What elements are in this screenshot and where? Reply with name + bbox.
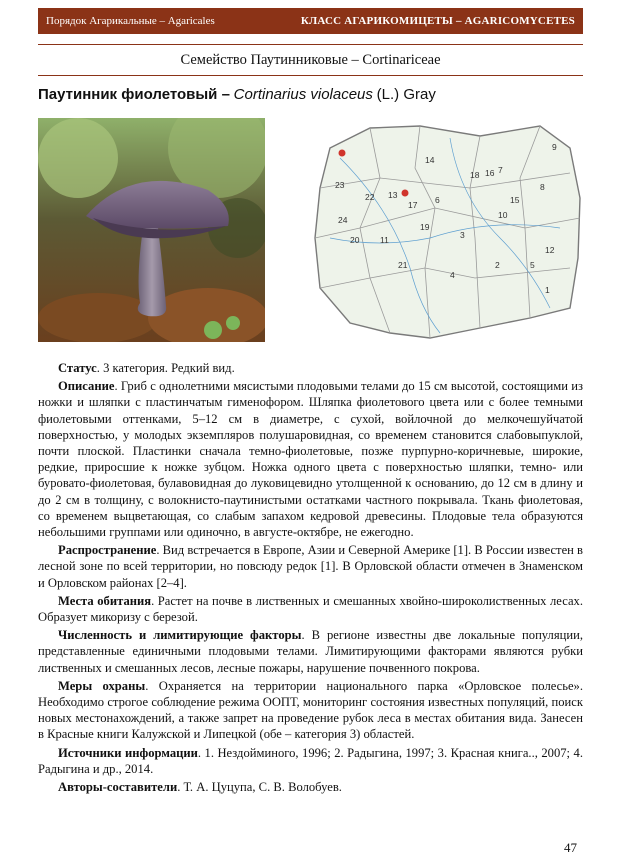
map-label-22: 22 [365,192,375,202]
map-label-18: 18 [470,170,480,180]
map-label-4: 4 [450,270,455,280]
habitat-text: . Растет на почве в лиственных и смешанных хвойно-широколиственных лесах. Образует микоризу с березой. [38,593,583,625]
family-title: Семейство Паутинниковые – Cortinariceae [38,44,583,76]
map-label-23: 23 [335,180,345,190]
map-label-13: 13 [388,190,398,200]
map-label-19: 19 [420,222,430,232]
numbers-label: Численность и лимитирующие факторы [58,628,302,643]
map-label-14: 14 [425,155,435,165]
map-label-15: 15 [510,195,520,205]
region-map [300,118,586,346]
authors-label: Авторы-составители [58,780,178,795]
numbers-paragraph [38,627,583,676]
map-label-20: 20 [350,235,360,245]
status-text: . 3 категория. Редкий вид. [96,361,235,375]
description-paragraph [38,378,583,540]
map-label-10: 10 [498,210,508,220]
map-label-21: 21 [398,260,408,270]
map-label-11: 11 [380,235,389,245]
map-label-7: 7 [498,165,503,175]
header-left: Порядок Агарикальные – Agaricales [46,15,215,27]
sources-label: Источники информации [58,745,198,760]
running-header [38,8,583,34]
habitat-label: Места обитания [58,593,152,608]
species-name-latin: Cortinarius violaceus [233,86,373,103]
map-label-24: 24 [338,215,348,225]
protection-paragraph [38,678,583,743]
map-label-1: 1 [545,285,550,295]
map-label-16: 16 [485,168,495,178]
species-title [38,86,583,104]
species-description [38,360,583,797]
status-paragraph [38,360,583,376]
distribution-label: Распространение [58,543,157,558]
sources-text: . 1. Нездойминого, 1996; 2. Радыгина, 1997; 3. Красная книга.., 2007; 4. Радыгина и др., 2014. [38,745,583,776]
map-label-12: 12 [545,245,555,255]
map-label-2: 2 [495,260,500,270]
map-label-6: 6 [435,195,440,205]
distribution-paragraph [38,542,583,591]
map-label-5: 5 [530,260,535,270]
status-label: Статус [58,361,97,375]
habitat-paragraph [38,593,583,625]
map-label-9: 9 [552,142,557,152]
numbers-text: . В регионе известны две локальные популяции, представленные единичными плодовыми телами. Лимитирующими факторами являются рубки лиственных и смешанных лесов, лесные пожары, нарушение почвенного покрова. [38,628,583,675]
map-label-17: 17 [408,200,418,210]
map-label-8: 8 [540,182,545,192]
region-outline [315,126,580,338]
page-number: 47 [564,840,577,855]
sources-paragraph [38,745,583,777]
map-label-3: 3 [460,230,465,240]
location-marker-2 [402,190,409,197]
protection-text: . Охраняется на территории национального парка «Орловское полесье». Необходимо строгое соблюдение режима ООПТ, мониторинг состояния известных популяций, поиск новых местонахождений, а также запрет на проведение рубок леса в местах обитания вида. Занесен в Красные книги Калужской и Липецкой (обе – категория 3) областей. [38,678,583,742]
protection-label: Меры охраны [58,678,146,693]
location-marker-1 [339,150,346,157]
species-name-ru: Паутинник фиолетовый – [38,86,230,103]
authors-text: . Т. А. Цуцупа, С. В. Волобуев. [177,780,342,795]
mushroom-photo [38,118,265,342]
distribution-text: . Вид встречается в Европе, Азии и Северной Америке [1]. В России известен в лесной зоне по всей территории, но повсюду редок [1]. В Орловской области отмечен в Знаменском и Орловском районах [2–4]. [38,543,583,590]
description-text: . Гриб с однолетними мясистыми плодовыми телами до 15 см высотой, состоящими из ножки и шляпки с пластинчатым гименофором. Шляпка фиолетового цвета или с более темными фиолетовыми оттенками, 5–12 см в диаметре, с сухой, войлочной до мелкочешуйчатой поверхностью, у молодых экземпляров полушаровидная, со временем становится слабовыпуклой, почти плоской. Пластинки сначала темно-фиолетовые, позже пурпурно-коричневые, широкие, редкие, приросшие к ножке зубцом. Ножка одного цвета с поверхностью шляпки, темно- или буровато-фиолетовая, булавовидная до луковицевидно утолщенной к основанию, до 12 см в длину и до 2 см в толщину, с волокнисто-паутинистыми остатками частного покрывала. Ткань фиолетовая, со временем выцветающая, со слабым запахом кедровой древесины. Плодовые тела образуются небольшими группами или одиночно, в августе-октябре, не ежегодно. [38,379,583,540]
authors-paragraph [38,779,583,795]
description-label: Описание [58,379,115,394]
species-author: (L.) Gray [376,86,436,103]
header-right: КЛАСС АГАРИКОМИЦЕТЫ – AGARICOMYCETES [300,15,575,27]
